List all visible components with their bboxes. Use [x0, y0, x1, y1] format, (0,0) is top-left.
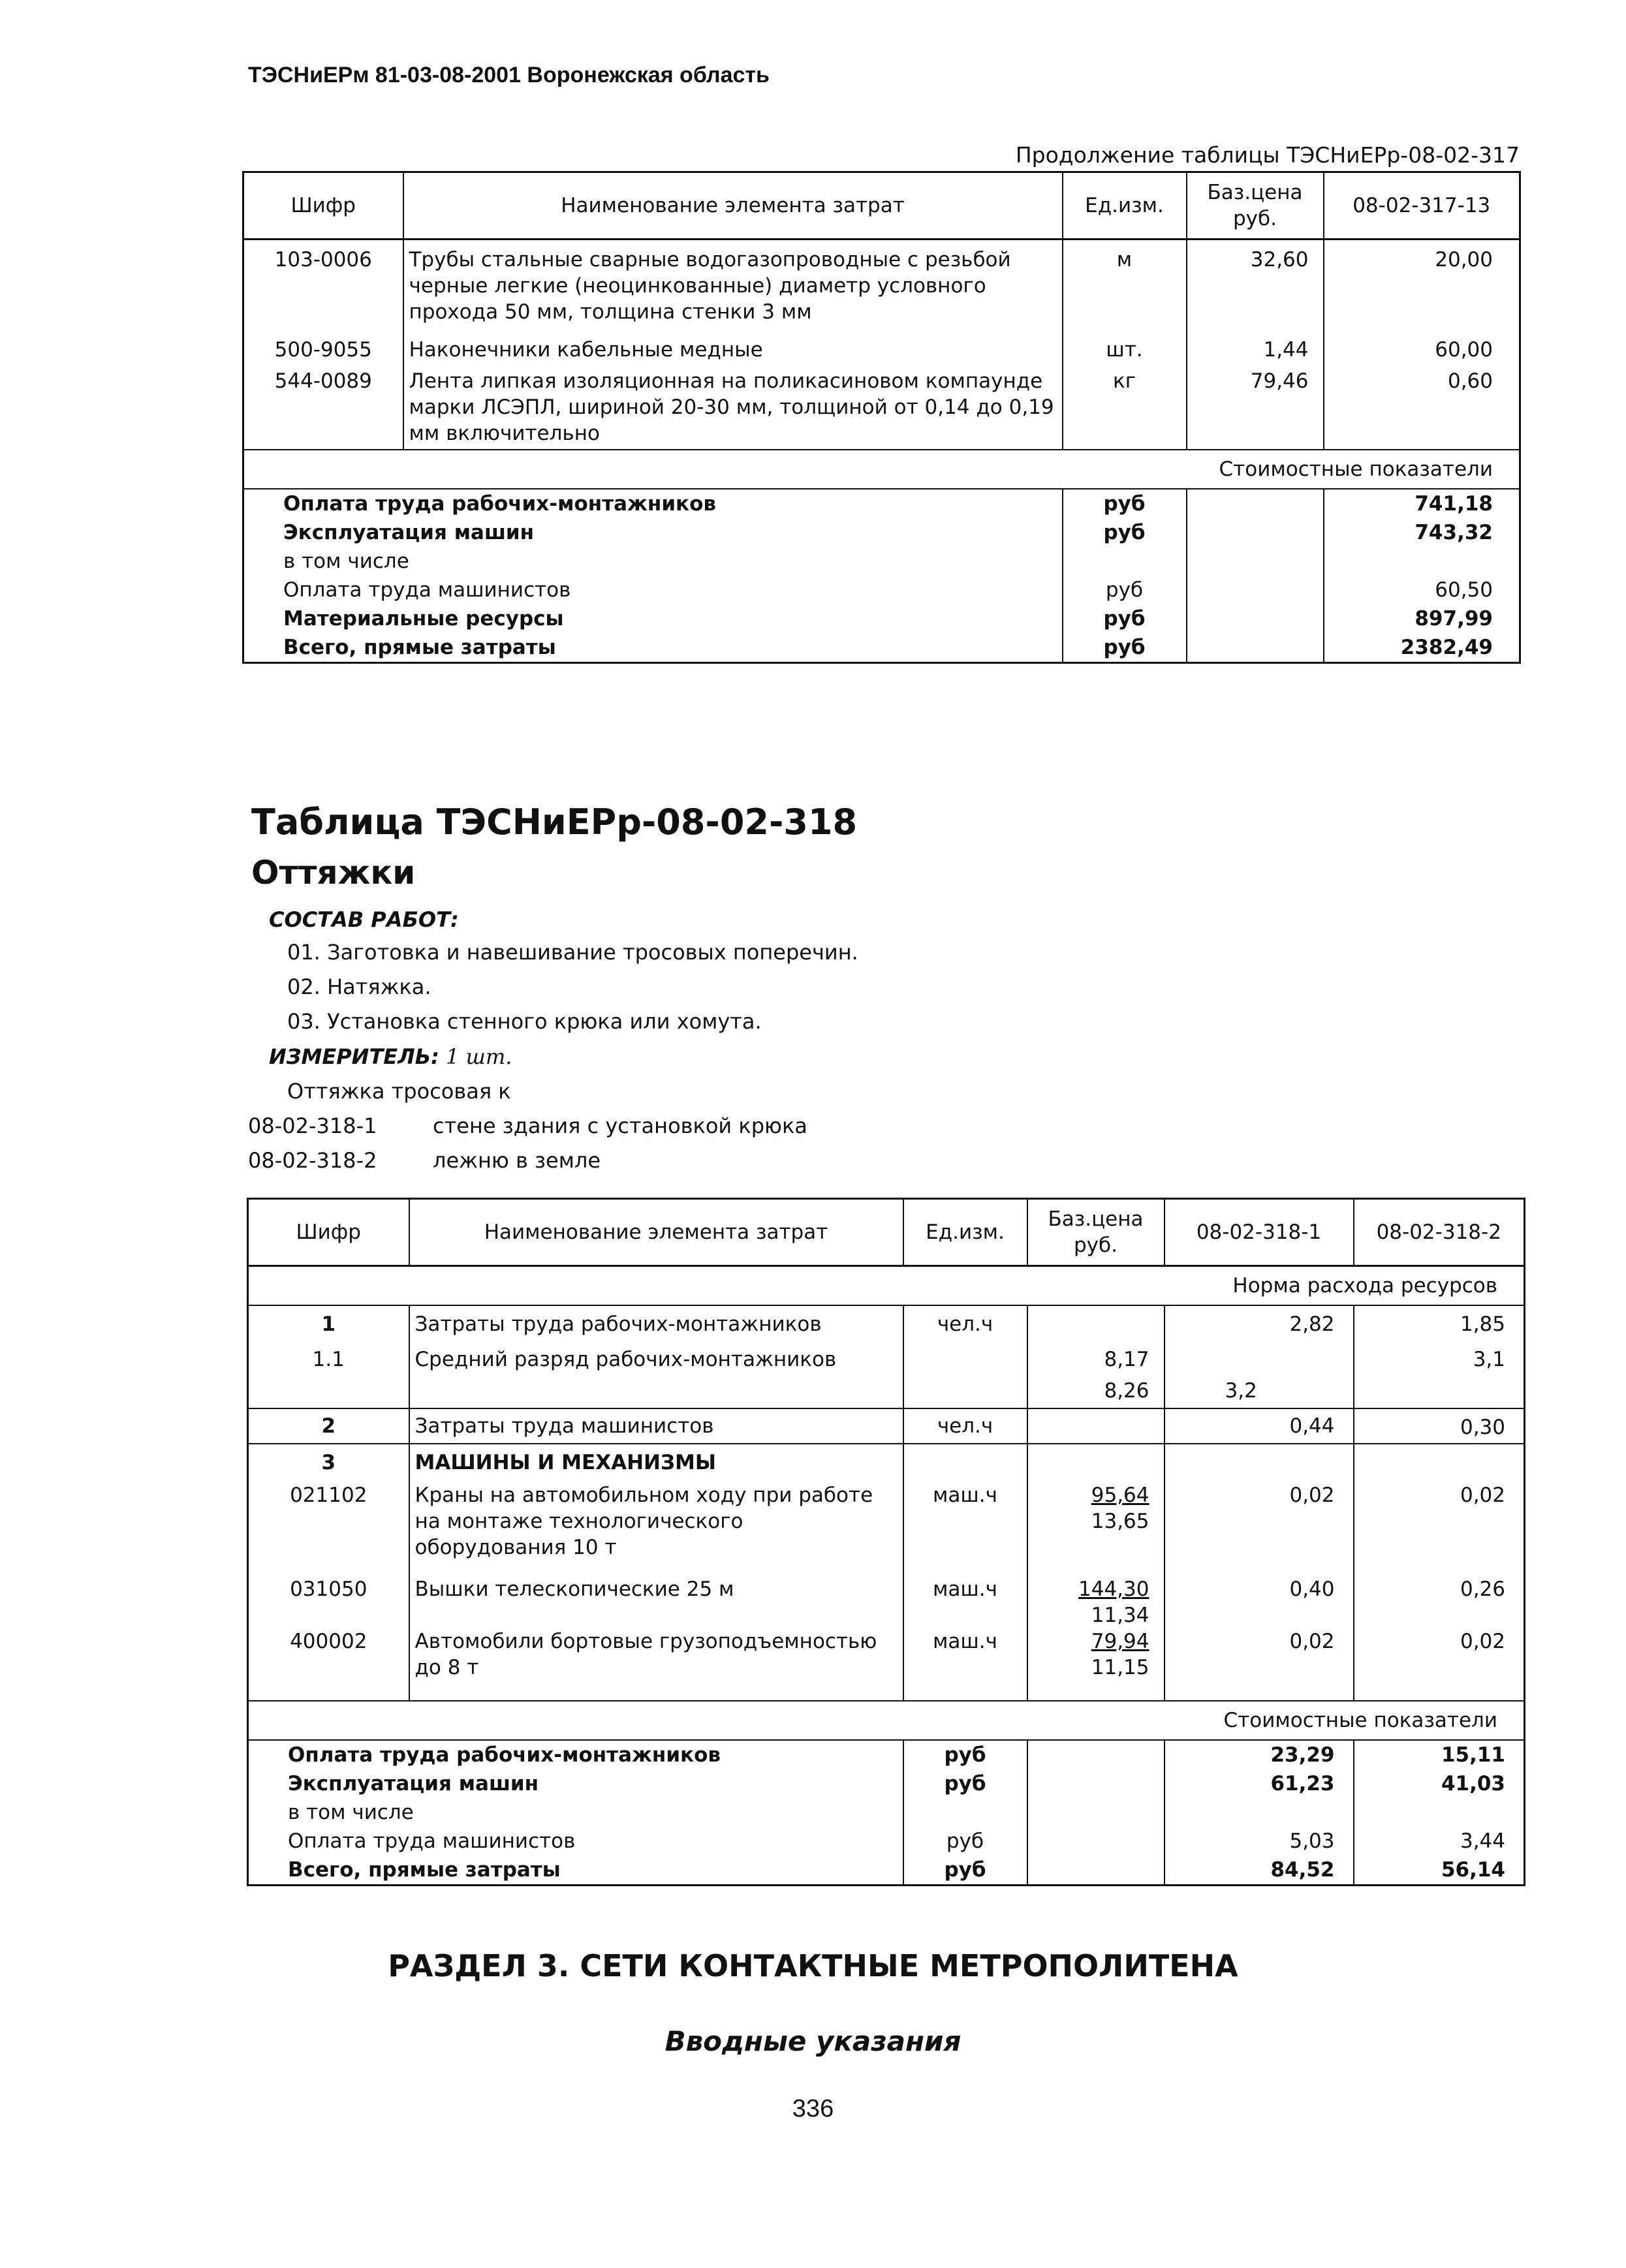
cost-row — [248, 1856, 1525, 1886]
cost-unit: руб — [903, 1740, 1027, 1769]
cost-price — [1187, 518, 1324, 547]
table-title: Таблица ТЭСНиЕРр-08-02-318 — [251, 801, 858, 843]
row-value-2: 0,02 — [1354, 1628, 1525, 1701]
row-unit — [903, 1373, 1027, 1408]
work-composition-label: СОСТАВ РАБОТ: — [269, 907, 459, 932]
row-unit: чел.ч — [903, 1305, 1027, 1337]
table-row — [248, 1305, 1525, 1337]
cost-label: Оплата труда машинистов — [283, 578, 571, 602]
cost-value-1: 61,23 — [1165, 1769, 1354, 1798]
col-header-price: Баз.цена руб. — [1187, 172, 1324, 240]
row-value-1 — [1165, 1337, 1354, 1373]
table-row — [248, 1628, 1525, 1701]
col-header-price: Баз.цена руб. — [1027, 1199, 1165, 1266]
cost-unit: руб — [903, 1827, 1027, 1856]
cost-row — [243, 604, 1520, 633]
cost-row — [243, 633, 1520, 663]
row-value-2: 1,85 — [1354, 1305, 1525, 1337]
cost-label: в том числе — [288, 1801, 414, 1824]
measure-label: ИЗМЕРИТЕЛЬ: — [269, 1044, 439, 1069]
page-number: 336 — [792, 2095, 834, 2122]
cost-value: 743,32 — [1324, 518, 1520, 547]
section-row — [243, 450, 1520, 489]
row-value-2: 0,26 — [1354, 1576, 1525, 1628]
price-wage: 11,34 — [1091, 1604, 1149, 1627]
cost-price — [1027, 1827, 1165, 1856]
row-unit: маш.ч — [903, 1476, 1027, 1576]
row-unit: кг — [1063, 363, 1187, 450]
table-continuation-caption: Продолжение таблицы ТЭСНиЕРр-08-02-317 — [1015, 142, 1520, 168]
col-header-name: Наименование элемента затрат — [409, 1199, 903, 1266]
col-header-unit: Ед.изм. — [1063, 172, 1187, 240]
cost-label: Эксплуатация машин — [283, 521, 535, 544]
table-row — [243, 240, 1520, 332]
cost-unit: руб — [1063, 604, 1187, 633]
cost-value-2: 15,11 — [1354, 1740, 1525, 1769]
row-name: Средний разряд рабочих-монтажников — [409, 1337, 903, 1373]
cost-unit: руб — [903, 1856, 1027, 1886]
table-row — [248, 1337, 1525, 1373]
row-code: 1.1 — [312, 1348, 345, 1371]
row-name — [409, 1373, 903, 1408]
row-value-1 — [1165, 1444, 1354, 1476]
section-label: Стоимостные показатели — [248, 1701, 1525, 1740]
price-base: 79,94 — [1091, 1630, 1149, 1653]
row-code: 031050 — [290, 1577, 367, 1601]
row-price: 79,46 — [1187, 363, 1324, 450]
cost-value: 897,99 — [1324, 604, 1520, 633]
resource-table-317 — [242, 171, 1521, 664]
cost-unit: руб — [1063, 576, 1187, 604]
table-row — [248, 1408, 1525, 1444]
cost-row — [248, 1798, 1525, 1827]
running-header: ТЭСНиЕРм 81-03-08-2001 Воронежская область — [248, 63, 770, 87]
cost-label: Оплата труда рабочих-монтажников — [288, 1743, 721, 1767]
price-base: 95,64 — [1091, 1484, 1149, 1507]
row-value: 0,60 — [1324, 363, 1520, 450]
row-code: 2 — [248, 1408, 409, 1444]
row-value-2 — [1354, 1444, 1525, 1476]
cost-row — [243, 576, 1520, 604]
price-wage: 11,15 — [1091, 1656, 1149, 1679]
row-value-1: 2,82 — [1165, 1305, 1354, 1337]
cost-unit — [903, 1798, 1027, 1827]
cost-price — [1187, 547, 1324, 576]
table-header-row — [248, 1199, 1525, 1266]
row-name: Трубы стальные сварные водогазопроводные с резьбой черные легкие (неоцинкованные) диаметр условного прохода 50 мм, толщина стенки 3 мм — [403, 240, 1063, 332]
table-row — [243, 363, 1520, 450]
table-row — [248, 1576, 1525, 1628]
row-value-2 — [1354, 1373, 1525, 1408]
row-value: 60,00 — [1324, 332, 1520, 363]
price-wage: 13,65 — [1091, 1510, 1149, 1533]
row-name: Краны на автомобильном ходу при работе на монтаже технологического оборудования 10 т — [409, 1476, 903, 1576]
col-header-value-1: 08-02-318-1 — [1165, 1199, 1354, 1266]
col-header-name: Наименование элемента затрат — [403, 172, 1063, 240]
cost-value-2 — [1354, 1798, 1525, 1827]
row-price: 32,60 — [1187, 240, 1324, 332]
col-header-unit: Ед.изм. — [903, 1199, 1027, 1266]
col-header-code: Шифр — [248, 1199, 409, 1266]
cost-unit: руб — [1063, 489, 1187, 518]
cost-row — [248, 1769, 1525, 1798]
norm-description: стене здания с установкой крюка — [433, 1113, 807, 1138]
norm-description: лежню в земле — [433, 1148, 601, 1173]
cost-unit: руб — [1063, 518, 1187, 547]
row-name: Лента липкая изоляционная на поликасиновом компаунде марки ЛСЭПЛ, шириной 20-30 мм, толщиной от 0,14 до 0,19 мм включительно — [403, 363, 1063, 450]
cost-label: Эксплуатация машин — [288, 1772, 539, 1795]
cost-price — [1027, 1769, 1165, 1798]
row-value: 20,00 — [1324, 240, 1520, 332]
row-price: 8,17 — [1027, 1337, 1165, 1373]
row-price — [1027, 1444, 1165, 1476]
row-value-1: 0,40 — [1165, 1576, 1354, 1628]
row-name: Затраты труда рабочих-монтажников — [409, 1305, 903, 1337]
row-unit: маш.ч — [903, 1576, 1027, 1628]
cost-price — [1187, 576, 1324, 604]
row-value-1: 3,2 — [1165, 1373, 1354, 1408]
cost-label: в том числе — [283, 550, 409, 573]
cost-price — [1027, 1740, 1165, 1769]
row-code: 021102 — [290, 1484, 367, 1507]
cost-price — [1027, 1856, 1165, 1886]
cost-value-2: 3,44 — [1354, 1827, 1525, 1856]
price-base: 144,30 — [1078, 1577, 1149, 1601]
cost-value: 741,18 — [1324, 489, 1520, 518]
table-row — [248, 1444, 1525, 1476]
col-header-value-2: 08-02-318-2 — [1354, 1199, 1525, 1266]
row-price: 1,44 — [1187, 332, 1324, 363]
cost-row — [243, 547, 1520, 576]
cost-unit: руб — [903, 1769, 1027, 1798]
cost-label: Оплата труда рабочих-монтажников — [283, 492, 716, 516]
row-name: МАШИНЫ И МЕХАНИЗМЫ — [409, 1444, 903, 1476]
section-label: Норма расхода ресурсов — [248, 1266, 1525, 1306]
cost-label: Оплата труда машинистов — [288, 1829, 576, 1853]
row-code: 500-9055 — [274, 338, 372, 362]
cost-price — [1187, 604, 1324, 633]
row-name: Вышки телескопические 25 м — [409, 1576, 903, 1628]
cost-value: 60,50 — [1324, 576, 1520, 604]
resource-table-318 — [247, 1198, 1525, 1886]
row-unit — [903, 1337, 1027, 1373]
section-row — [248, 1266, 1525, 1306]
row-value-1: 0,44 — [1165, 1408, 1354, 1444]
work-item: 03. Установка стенного крюка или хомута. — [287, 1009, 762, 1034]
cost-row — [248, 1827, 1525, 1856]
row-code: 3 — [248, 1444, 409, 1476]
row-name: Автомобили бортовые грузоподъемностью до 8 т — [409, 1628, 903, 1701]
row-code: 544-0089 — [274, 369, 372, 393]
measure-line — [269, 1044, 512, 1069]
norm-code: 08-02-318-1 — [248, 1113, 377, 1138]
work-item: 01. Заготовка и навешивание тросовых поперечин. — [287, 940, 858, 965]
section-label: Стоимостные показатели — [243, 450, 1520, 489]
cost-value — [1324, 547, 1520, 576]
row-unit: чел.ч — [903, 1408, 1027, 1444]
row-price — [1027, 1576, 1165, 1628]
section-heading: РАЗДЕЛ 3. СЕТИ КОНТАКТНЫЕ МЕТРОПОЛИТЕНА — [388, 1948, 1238, 1983]
cost-price — [1027, 1798, 1165, 1827]
work-item: 02. Натяжка. — [287, 974, 431, 999]
cost-value-1: 23,29 — [1165, 1740, 1354, 1769]
row-value-1: 0,02 — [1165, 1628, 1354, 1701]
table-subtitle: Оттяжки — [251, 854, 416, 892]
col-header-value: 08-02-317-13 — [1324, 172, 1520, 240]
row-code: 400002 — [290, 1630, 367, 1653]
cost-unit: руб — [1063, 633, 1187, 663]
table-row — [248, 1476, 1525, 1576]
cost-row — [243, 518, 1520, 547]
cost-unit — [1063, 547, 1187, 576]
cost-value-1: 5,03 — [1165, 1827, 1354, 1856]
row-unit: м — [1063, 240, 1187, 332]
row-unit — [903, 1444, 1027, 1476]
row-name: Затраты труда машинистов — [409, 1408, 903, 1444]
row-name: Наконечники кабельные медные — [403, 332, 1063, 363]
table-header-row — [243, 172, 1520, 240]
cost-value-1: 84,52 — [1165, 1856, 1354, 1886]
cost-price — [1187, 633, 1324, 663]
table-row — [243, 332, 1520, 363]
cost-value: 2382,49 — [1324, 633, 1520, 663]
row-price: 8,26 — [1027, 1373, 1165, 1408]
cost-row — [248, 1740, 1525, 1769]
cost-value-2: 41,03 — [1354, 1769, 1525, 1798]
col-header-code: Шифр — [243, 172, 403, 240]
row-code: 103-0006 — [274, 248, 372, 272]
row-unit: маш.ч — [903, 1628, 1027, 1701]
row-code: 1 — [321, 1313, 336, 1336]
measure-description: Оттяжка тросовая к — [287, 1079, 511, 1104]
cost-label: Всего, прямые затраты — [288, 1858, 561, 1882]
intro-heading: Вводные указания — [664, 2025, 962, 2057]
cost-value-1 — [1165, 1798, 1354, 1827]
cost-row — [243, 489, 1520, 518]
cost-label: Материальные ресурсы — [283, 607, 564, 630]
row-price — [1027, 1408, 1165, 1444]
table-row — [248, 1373, 1525, 1408]
row-price — [1027, 1476, 1165, 1576]
row-unit: шт. — [1063, 332, 1187, 363]
row-price — [1027, 1628, 1165, 1701]
cost-price — [1187, 489, 1324, 518]
cost-value-2: 56,14 — [1354, 1856, 1525, 1886]
cost-label: Всего, прямые затраты — [283, 636, 556, 659]
section-row — [248, 1701, 1525, 1740]
row-code — [248, 1373, 409, 1408]
row-value-2: 0,30 — [1354, 1408, 1525, 1444]
row-value-2: 3,1 — [1354, 1337, 1525, 1373]
measure-value: 1 шт. — [446, 1044, 512, 1069]
row-price — [1027, 1305, 1165, 1337]
row-value-1: 0,02 — [1165, 1476, 1354, 1576]
row-value-2: 0,02 — [1354, 1476, 1525, 1576]
norm-code: 08-02-318-2 — [248, 1148, 377, 1173]
